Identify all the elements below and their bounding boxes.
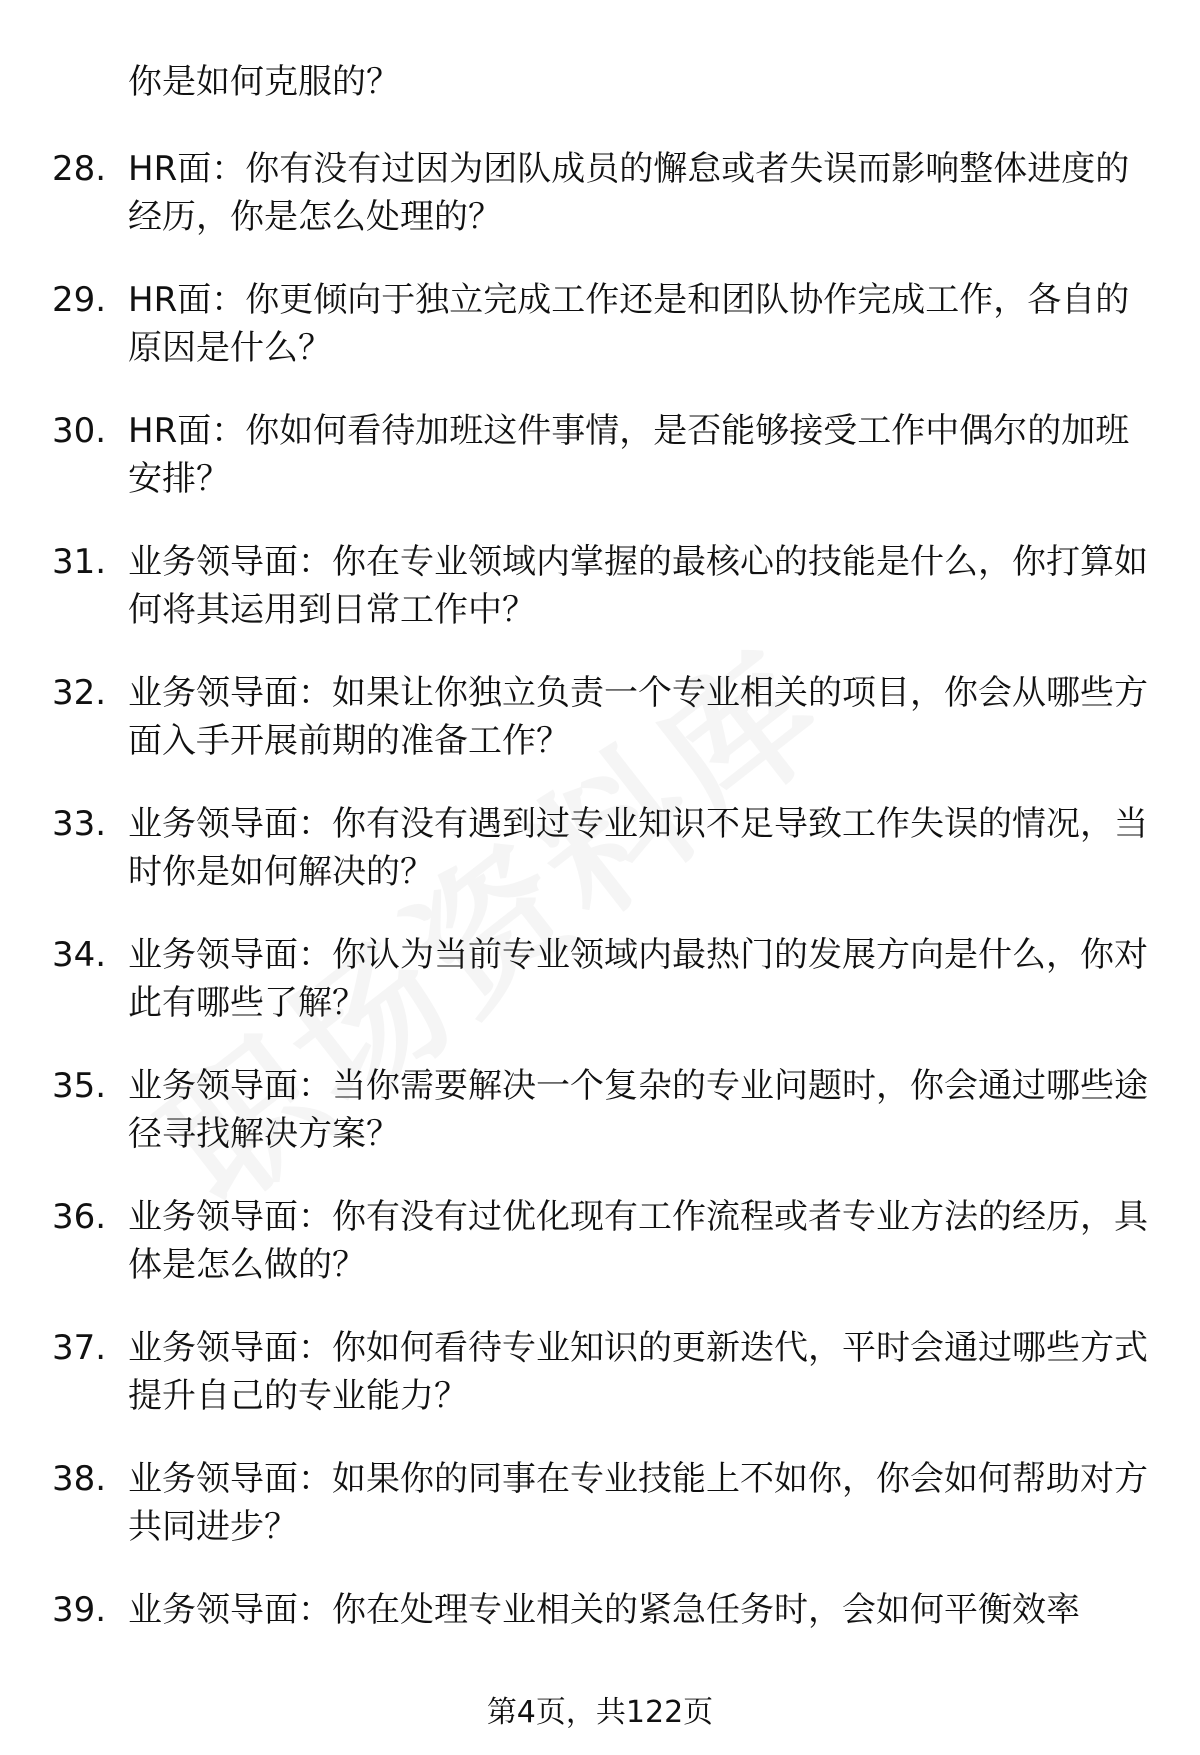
list-item [52, 1062, 1162, 1158]
list-item [52, 1193, 1162, 1289]
list-item [52, 1455, 1162, 1551]
list-item [52, 800, 1162, 896]
list-item [52, 1586, 1162, 1634]
item-text: HR面：你有没有过因为团队成员的懈怠或者失误而影响整体进度的经历，你是怎么处理的？ [128, 149, 1130, 237]
item-text: 业务领导面：你在专业领域内掌握的最核心的技能是什么，你打算如何将其运用到日常工作中？ [128, 542, 1148, 630]
item-number: 32. [52, 673, 107, 713]
item-text: HR面：你如何看待加班这件事情，是否能够接受工作中偶尔的加班安排？ [128, 411, 1130, 499]
item-text: 业务领导面：当你需要解决一个复杂的专业问题时，你会通过哪些途径寻找解决方案？ [128, 1066, 1148, 1154]
list-item [52, 669, 1162, 765]
item-number: 33. [52, 804, 107, 844]
item-number: 35. [52, 1066, 107, 1106]
item-number: 31. [52, 542, 107, 582]
item-text: HR面：你更倾向于独立完成工作还是和团队协作完成工作，各自的原因是什么？ [128, 280, 1130, 368]
item-number: 37. [52, 1328, 107, 1368]
list-item [52, 145, 1162, 241]
item-text: 业务领导面：你认为当前专业领域内最热门的发展方向是什么，你对此有哪些了解？ [128, 935, 1148, 1023]
list-item [52, 407, 1162, 503]
item-number: 38. [52, 1459, 107, 1499]
list-item [52, 538, 1162, 634]
item-text: 业务领导面：你有没有遇到过专业知识不足导致工作失误的情况，当时你是如何解决的？ [128, 804, 1148, 892]
item-number: 30. [52, 411, 107, 451]
item-number: 34. [52, 935, 107, 975]
item-text: 业务领导面：如果让你独立负责一个专业相关的项目，你会从哪些方面入手开展前期的准备工作？ [128, 673, 1148, 761]
item-number: 39. [52, 1590, 107, 1630]
item-text: 业务领导面：你如何看待专业知识的更新迭代，平时会通过哪些方式提升自己的专业能力？ [128, 1328, 1148, 1416]
item-text: 业务领导面：你有没有过优化现有工作流程或者专业方法的经历，具体是怎么做的？ [128, 1197, 1148, 1285]
item-text: 业务领导面：你在处理专业相关的紧急任务时，会如何平衡效率 [128, 1590, 1080, 1630]
list-item [52, 931, 1162, 1027]
page-footer: 第4页，共122页 [486, 1695, 714, 1730]
continued-text: 你是如何克服的？ [128, 62, 400, 102]
item-number: 36. [52, 1197, 107, 1237]
item-number: 29. [52, 280, 107, 320]
item-number: 28. [52, 149, 107, 189]
list-item [52, 1324, 1162, 1420]
item-text: 业务领导面：如果你的同事在专业技能上不如你，你会如何帮助对方共同进步？ [128, 1459, 1148, 1547]
list-item [52, 276, 1162, 372]
